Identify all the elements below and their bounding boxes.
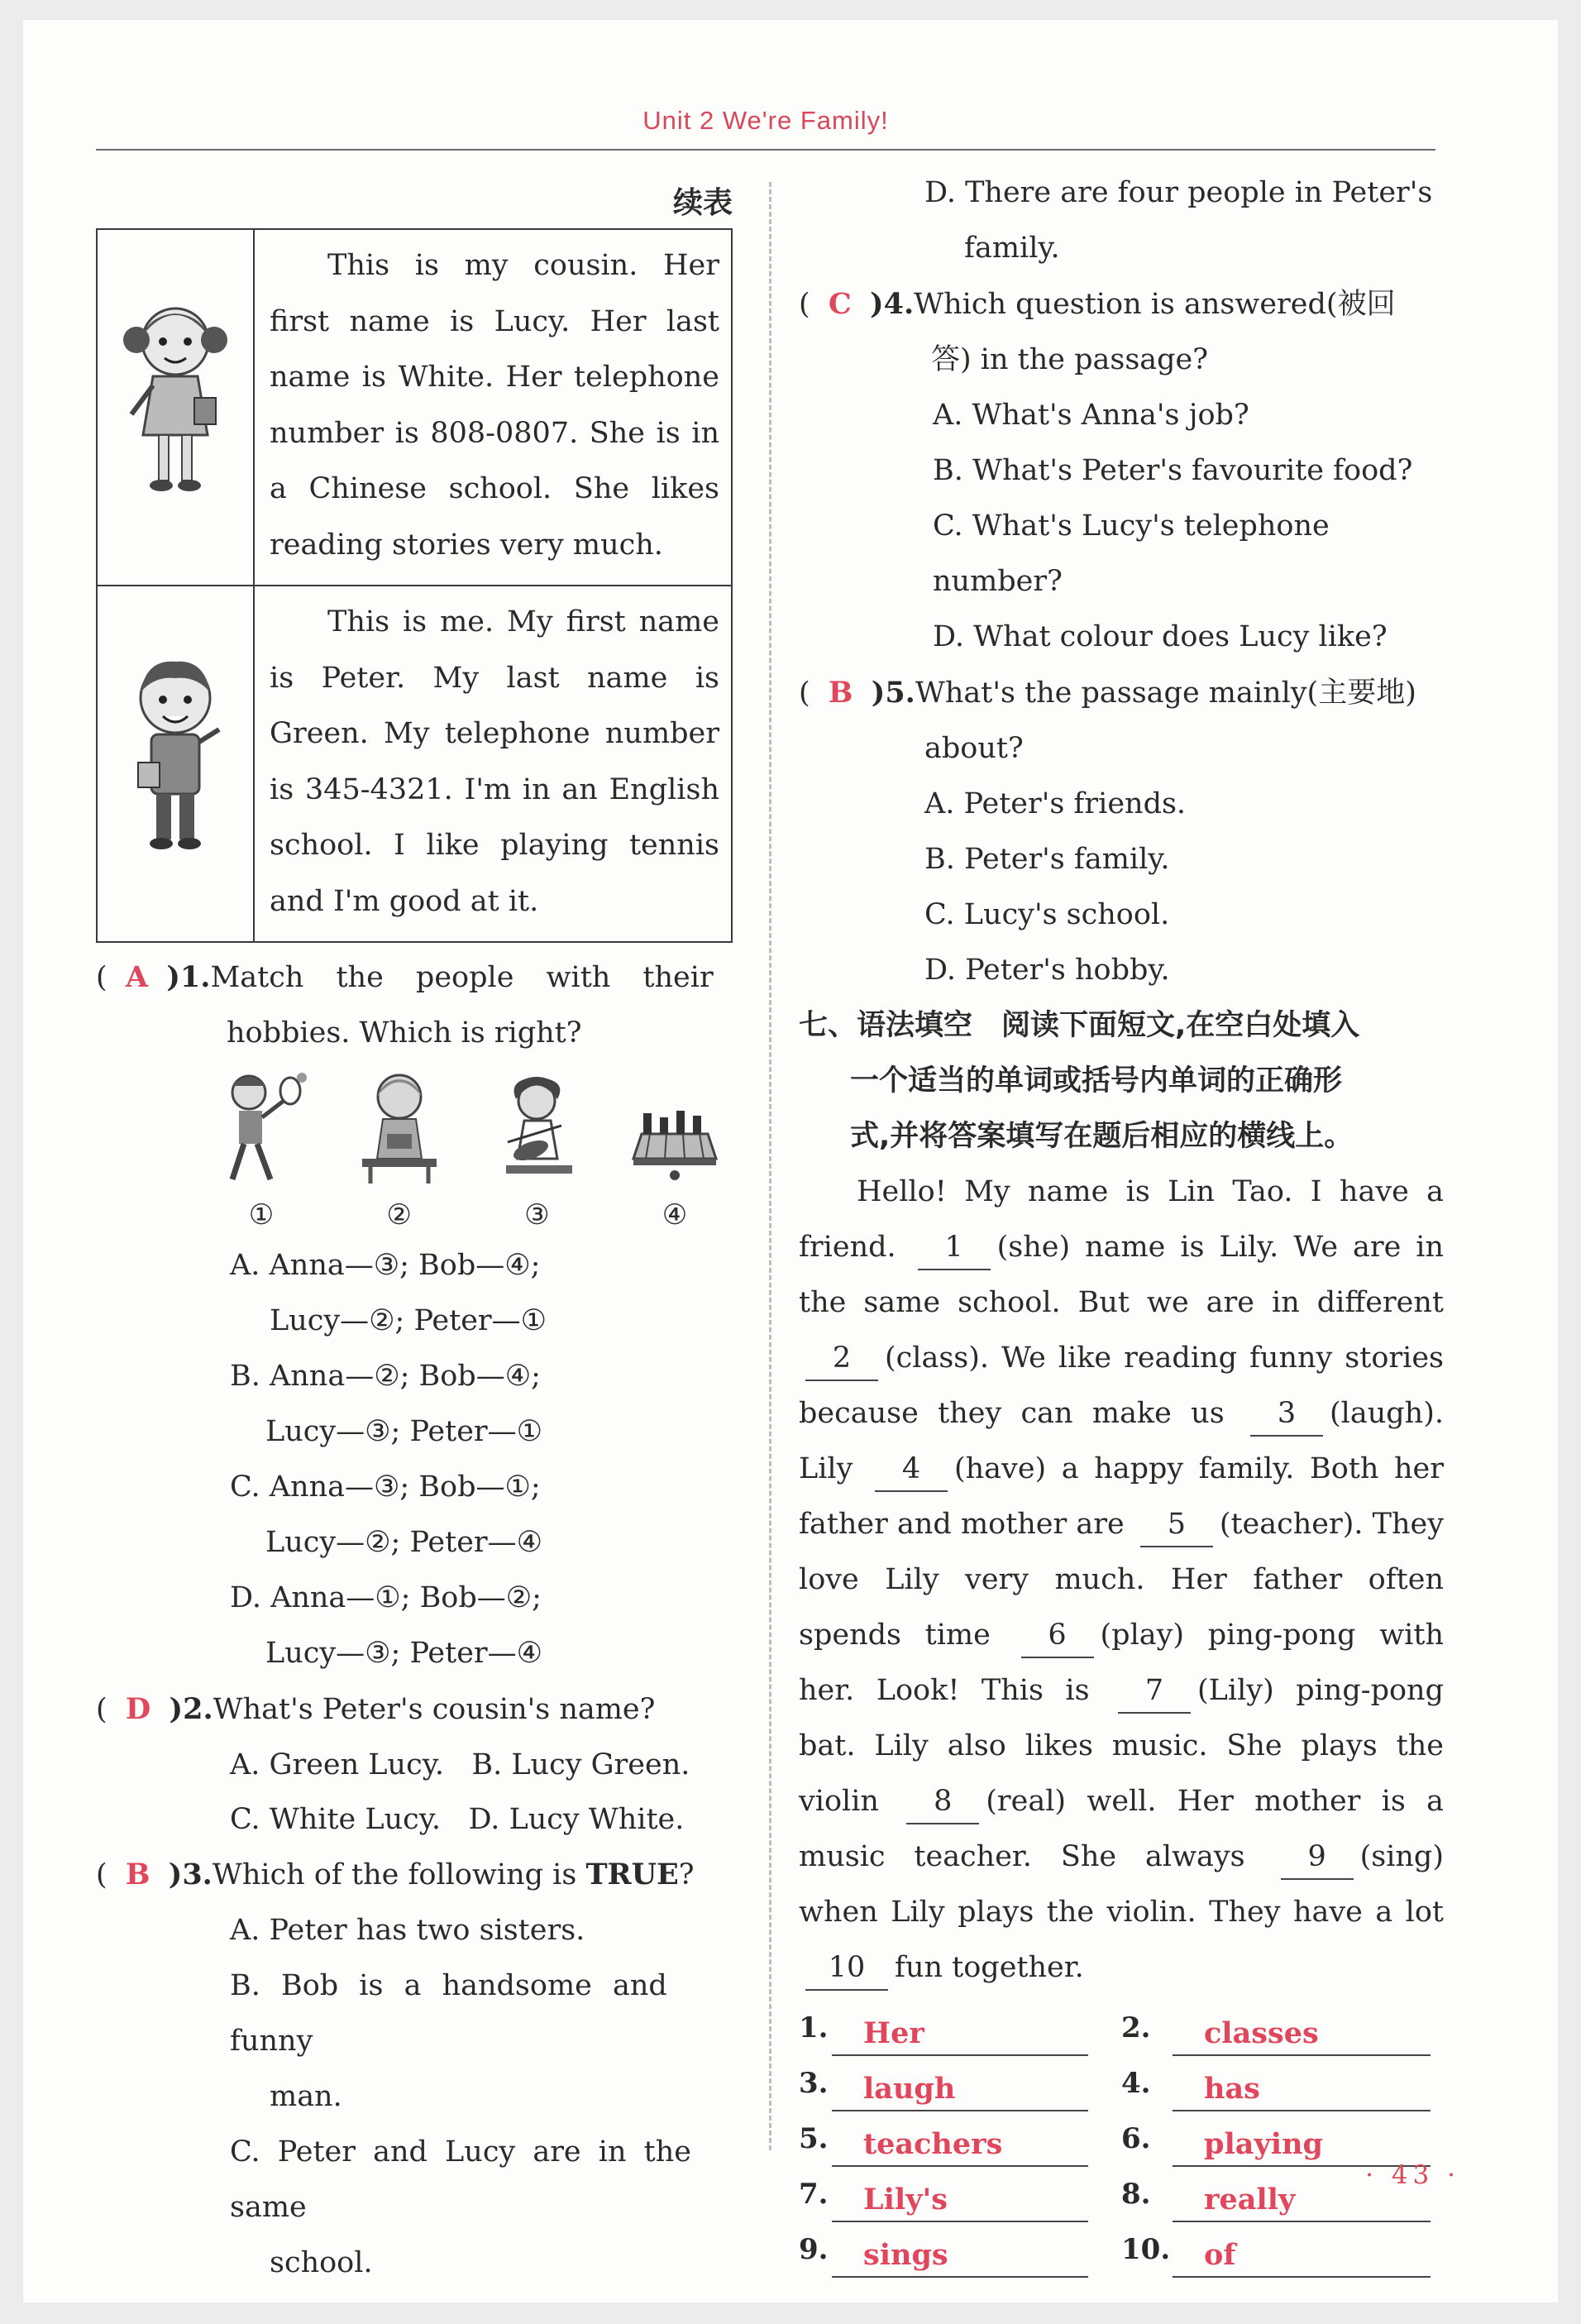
q4-stem-b: 答) in the passage? (931, 343, 1209, 376)
blank-1[interactable]: 1 (918, 1226, 991, 1270)
answer-cell (1121, 2222, 1444, 2278)
continued-label: 续表 (672, 186, 733, 220)
q4-option-c: C. What's Lucy's telephone number? (933, 509, 1330, 598)
cousin-description: This is my cousin. Her first name is Lucy. Her last name is White. Her telephone number is 808-0807. She is in a Chinese school. She likes reading stories very much. (254, 229, 732, 586)
right-column (799, 165, 1444, 2278)
answer-number: 6. (1121, 2122, 1151, 2155)
q2-stem: What's Peter's cousin's name? (213, 1693, 656, 1726)
answer-cell (799, 2167, 1121, 2222)
picture-label: ③ (524, 1198, 550, 1231)
answer-lines (799, 2001, 1444, 2278)
passage-text: (play) ping-pong with her. Look! This is (799, 1619, 1444, 1707)
passage-text: (laugh). Lily (799, 1397, 1444, 1485)
answer-5: B (828, 676, 853, 710)
left-column (96, 180, 733, 2291)
answer-number: 10. (1121, 2233, 1171, 2266)
passage-text: (she) name is Lily. We are in the same school. But we are in different (799, 1231, 1444, 1319)
q1-stem-a: Match the people with their (210, 961, 714, 994)
answer-field[interactable]: laugh (832, 2068, 1088, 2111)
q3-option-d-cont: family. (964, 232, 1060, 265)
answer-number: 2. (1121, 2011, 1151, 2044)
q4-option-b: B. What's Peter's favourite food? (933, 454, 1413, 487)
question-5: ( B )5.What's the passage mainly(主要地) about? A. Peter's friends. B. Peter's family. C. Lucy's school. D. Peter's hobby. (799, 665, 1444, 998)
answer-4: C (828, 287, 852, 321)
passage-text: (class). We like reading funny stories because they can make us (799, 1341, 1444, 1430)
header-rule (96, 149, 1435, 151)
answer-field[interactable]: classes (1173, 2013, 1431, 2056)
q5-option-d: D. Peter's hobby. (924, 954, 1170, 987)
q4-option-a: A. What's Anna's job? (933, 399, 1249, 432)
table-row (97, 229, 732, 586)
blank-3[interactable]: 3 (1250, 1392, 1323, 1437)
q4-option-d: D. What colour does Lucy like? (933, 620, 1388, 653)
q1-option-b-cont: Lucy—③; Peter—① (265, 1415, 543, 1448)
page-number: · 43 · (1365, 2160, 1460, 2190)
question-4: ( C )4.Which question is answered(被回 答) in the passage? A. What's Anna's job? B. What's Peter's favourite food? C. What's Lucy's telephone number? D. What colour does Lucy like? (799, 276, 1444, 665)
question-3: ( B )3.Which of the following is TRUE? A. Peter has two sisters. B. Bob is a handsome and funny man. C. Peter and Lucy are in the same school. (96, 1847, 733, 2291)
q3-option-c-cont: school. (270, 2246, 373, 2279)
q2-option-d: D. Lucy White. (468, 1803, 685, 1836)
q3-option-d: D. There are four people in Peter's (924, 176, 1433, 209)
q1-option-d: D. Anna—①; Bob—②; (230, 1581, 542, 1614)
q4-stem-a: Which question is answered(被回 (914, 288, 1396, 321)
answer-cell (799, 2222, 1121, 2278)
question-1: ( A )1.Match the people with their hobbies. Which is right? ① ② ③ ④ A. Anna—③; Bob—④; Lucy—②; Peter—① B. Anna—②; Bob—④; Lucy—③; Peter—① C. Anna—③; Bob—①; Lucy—②; Peter—④ D. Anna—①; Bob—②; Lucy—③; Peter—④ (96, 949, 733, 1681)
answer-1: A (125, 960, 149, 994)
answer-3: B (125, 1858, 150, 1891)
q1-option-a-cont: Lucy—②; Peter—① (270, 1304, 547, 1337)
answer-row (799, 2056, 1444, 2111)
answer-number: 1. (799, 2011, 829, 2044)
passage-text: (teacher). They love Lily very much. Her father often spends time (799, 1508, 1444, 1652)
q1-option-d-cont: Lucy—③; Peter—④ (265, 1637, 543, 1670)
q5-option-c: C. Lucy's school. (924, 898, 1170, 931)
passage-text: (have) a happy family. Both her father and mother are (799, 1452, 1444, 1541)
q5-stem-a: What's the passage mainly(主要地) (915, 677, 1416, 710)
answer-field[interactable]: Lily's (832, 2179, 1088, 2222)
picture-label: ② (386, 1198, 412, 1231)
q5-option-b: B. Peter's family. (924, 843, 1170, 876)
chess-board-icon (617, 1068, 733, 1238)
answer-number: 9. (799, 2233, 829, 2266)
answer-row (799, 2167, 1444, 2222)
answer-field[interactable]: playing (1173, 2124, 1431, 2167)
answer-field[interactable]: sings (832, 2235, 1088, 2278)
girl-violin-icon (479, 1068, 595, 1238)
q2-option-c: C. White Lucy. (230, 1803, 442, 1836)
blank-8[interactable]: 8 (906, 1780, 979, 1824)
picture-label: ① (248, 1198, 275, 1231)
passage-text: (sing) when Lily plays the violin. They have a lot (799, 1840, 1444, 1929)
answer-cell (799, 2001, 1121, 2056)
q1-option-a: A. Anna—③; Bob—④; (230, 1249, 541, 1282)
answer-cell (1121, 2056, 1444, 2111)
answer-row (799, 2111, 1444, 2167)
blank-2[interactable]: 2 (805, 1337, 878, 1381)
page-header (96, 106, 1435, 136)
passage-text: (Lily) ping-pong bat. Lily also likes music. She plays the violin (799, 1674, 1444, 1818)
q5-stem-b: about? (924, 732, 1024, 765)
answer-field[interactable]: teachers (832, 2124, 1088, 2167)
tennis-player-icon (203, 1068, 319, 1238)
boy-with-book-icon (97, 586, 254, 942)
cloze-passage (799, 1164, 1444, 1996)
passage-text: fun together. (895, 1951, 1084, 1984)
q2-option-b: B. Lucy Green. (471, 1748, 690, 1781)
blank-4[interactable]: 4 (875, 1447, 948, 1492)
peter-description: This is me. My first name is Peter. My last name is Green. My telephone number is 345-4321. I'm in an English school. I like playing tennis and I'm good at it. (254, 586, 732, 942)
answer-number: 7. (799, 2178, 829, 2211)
girl-with-book-icon (97, 229, 254, 586)
section-7-heading: 七、语法填空 阅读下面短文,在空白处填入 一个适当的单词或括号内单词的正确形 式,并将答案填写在题后相应的横线上。 (799, 1009, 1360, 1153)
answer-cell (1121, 2001, 1444, 2056)
answer-number: 5. (799, 2122, 829, 2155)
table-row (97, 586, 732, 942)
answer-field[interactable]: really (1173, 2179, 1431, 2222)
q2-option-a: A. Green Lucy. (230, 1748, 444, 1781)
blank-6[interactable]: 6 (1021, 1614, 1094, 1658)
q3-option-b: B. Bob is a handsome and funny (230, 1969, 667, 2058)
answer-field[interactable]: Her (832, 2013, 1088, 2056)
q1-option-c-cont: Lucy—②; Peter—④ (265, 1526, 543, 1559)
q1-option-c: C. Anna—③; Bob—①; (230, 1470, 541, 1504)
answer-number: 3. (799, 2067, 829, 2100)
q3-option-a: A. Peter has two sisters. (230, 1914, 585, 1947)
answer-field[interactable]: of (1173, 2235, 1431, 2278)
question-2: ( D )2.What's Peter's cousin's name? A. Green Lucy. B. Lucy Green. C. White Lucy. D. Lucy White. (96, 1692, 690, 1836)
answer-number: 4. (1121, 2067, 1151, 2100)
info-table (96, 228, 733, 943)
q5-option-a: A. Peter's friends. (924, 787, 1187, 820)
passage-text: (real) well. Her mother is a music teacher. She always (799, 1785, 1444, 1873)
picture-label: ④ (662, 1198, 688, 1231)
girl-reading-icon (342, 1068, 457, 1238)
answer-row (799, 2222, 1444, 2278)
blank-5[interactable]: 5 (1140, 1503, 1213, 1547)
passage-text: Hello! My name is Lin Tao. I have a friend. (799, 1175, 1444, 1264)
answer-cell (799, 2056, 1121, 2111)
answer-cell (799, 2111, 1121, 2167)
blank-7[interactable]: 7 (1118, 1669, 1191, 1714)
q3-option-c: C. Peter and Lucy are in the same (230, 2135, 691, 2224)
blank-9[interactable]: 9 (1281, 1835, 1354, 1880)
q1-option-b: B. Anna—②; Bob—④; (230, 1360, 541, 1393)
hobby-pictures (203, 1068, 733, 1238)
column-divider (769, 182, 771, 2150)
blank-10[interactable]: 10 (805, 1946, 888, 1991)
q1-stem-b: hobbies. Which is right? (227, 1016, 582, 1050)
answer-row (799, 2001, 1444, 2056)
answer-2: D (125, 1692, 151, 1726)
unit-title: Unit 2 We're Family! (642, 106, 889, 135)
answer-cell (1121, 2111, 1444, 2167)
answer-number: 8. (1121, 2178, 1151, 2211)
answer-field[interactable]: has (1173, 2068, 1431, 2111)
q3-option-b-cont: man. (270, 2080, 342, 2113)
